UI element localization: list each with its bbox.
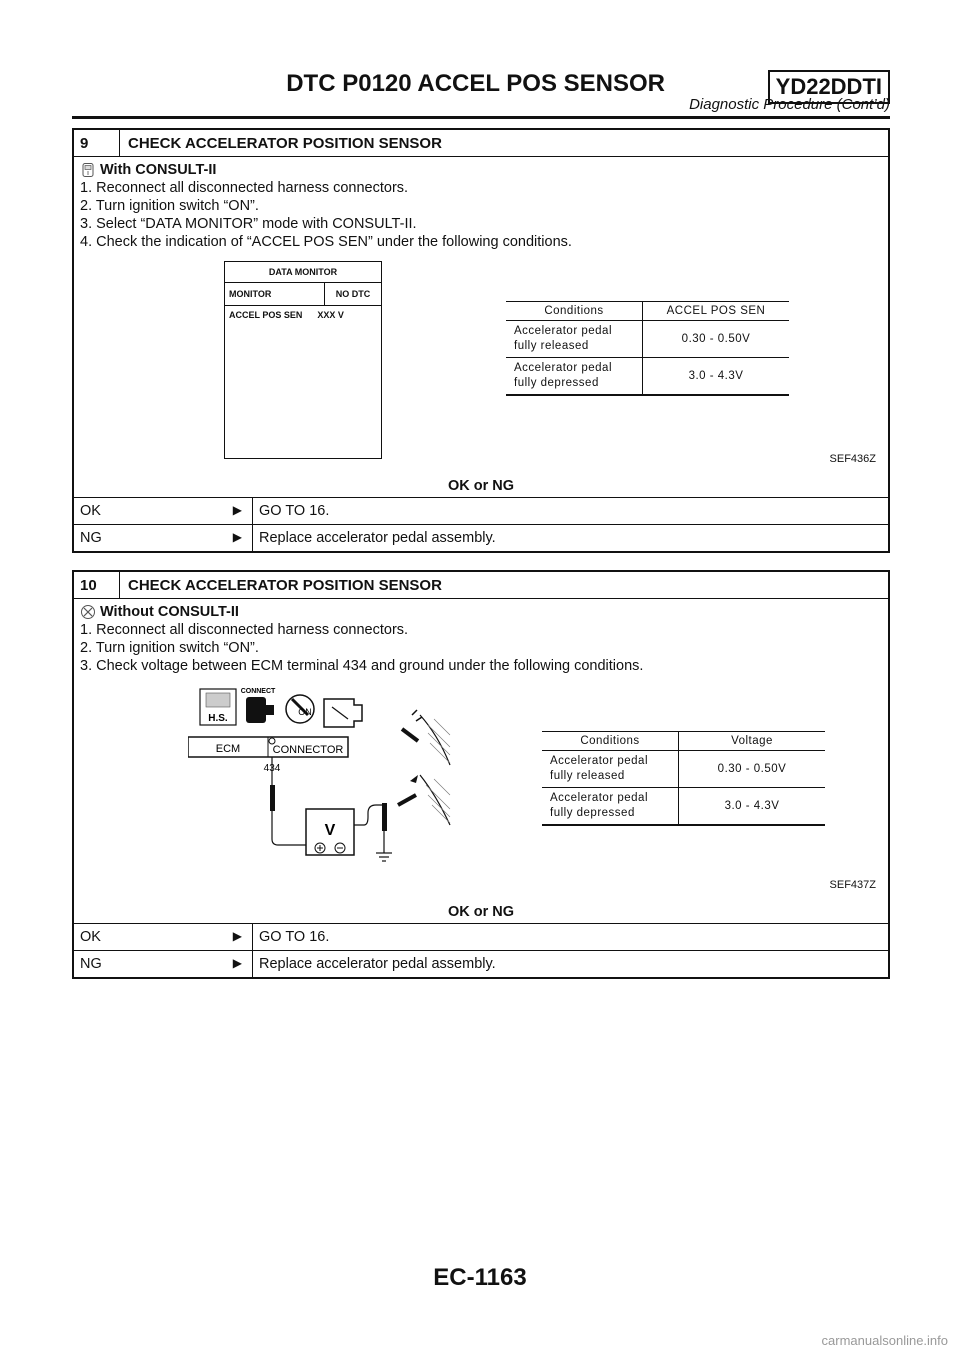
hs-label: H.S.: [208, 713, 228, 724]
on-label: ON: [298, 707, 312, 717]
step-9-mode: [80, 161, 882, 179]
data-monitor-screen: [224, 261, 382, 459]
engine-code-badge: YD22DDTI: [768, 70, 890, 104]
result-action: GO TO 16.: [252, 924, 329, 950]
result-key: OK: [80, 929, 101, 945]
step-9-instruction: 1. Reconnect all disconnected harness connectors.: [80, 180, 409, 196]
ok-or-ng-label: OK or NG: [447, 478, 515, 494]
arrow-right-icon: ▶: [232, 530, 242, 544]
step-10-title: CHECK ACCELERATOR POSITION SENSOR: [128, 576, 442, 594]
voltmeter-icon: [306, 809, 354, 855]
harness-service-icon: [200, 689, 236, 725]
ecm-connector: [188, 737, 348, 774]
meter-label: V: [324, 822, 336, 839]
monitor-header-row: [225, 283, 381, 306]
header-divider: [72, 116, 890, 119]
table-header-conditions: Conditions: [542, 732, 679, 751]
ignition-key-icon: [286, 695, 314, 723]
step-9-instruction: 2. Turn ignition switch “ON”.: [80, 198, 259, 214]
result-key: NG: [80, 530, 102, 546]
connector-label: CONNECTOR: [272, 744, 344, 756]
terminal-label: 434: [263, 763, 281, 774]
table-cell-condition: Accelerator pedal fully depressed: [542, 788, 679, 826]
pedal-released-icon: [402, 710, 450, 765]
step-9-title: CHECK ACCELERATOR POSITION SENSOR: [128, 134, 442, 152]
monitor-item: ACCEL POS SEN XXX V: [229, 310, 344, 320]
ok-or-ng-label: OK or NG: [447, 904, 515, 920]
step-9-number: 9: [74, 130, 120, 156]
figure-id: SEF436Z: [829, 453, 876, 465]
watermark: carmanualsonline.info: [821, 1333, 948, 1348]
ground-icon: [376, 853, 392, 861]
connect-label: CONNECT: [240, 688, 276, 695]
result-row-ok: [74, 497, 888, 524]
monitor-col-right: NO DTC: [335, 289, 371, 299]
pedal-depressed-icon: [398, 775, 450, 825]
figure-id: SEF437Z: [829, 879, 876, 891]
step-10-box: [72, 570, 890, 979]
step-10-instruction: 1. Reconnect all disconnected harness connectors.: [80, 622, 409, 638]
connect-icon: [241, 688, 276, 723]
ecm-label: ECM: [215, 743, 241, 755]
step-10-number: 10: [74, 572, 120, 598]
result-action: Replace accelerator pedal assembly.: [252, 525, 496, 551]
table-row: [542, 788, 825, 826]
monitor-title: DATA MONITOR: [225, 262, 381, 283]
result-row-ok: [74, 923, 888, 950]
step-9-instruction: 3. Select “DATA MONITOR” mode with CONSULT-II.: [80, 216, 417, 232]
arrow-right-icon: ▶: [232, 929, 242, 943]
step-9-instruction: 4. Check the indication of “ACCEL POS SEN” under the following conditions.: [80, 234, 572, 250]
step-10-figure: [80, 675, 882, 901]
engine-icon: [324, 699, 362, 727]
page-title: DTC P0120 ACCEL POS SENSOR: [286, 70, 665, 97]
step-10-instruction: 3. Check voltage between ECM terminal 434 and ground under the following conditions.: [80, 658, 644, 674]
step-9-box: [72, 128, 890, 553]
table-header-conditions: Conditions: [506, 302, 643, 321]
step-10-instruction: 2. Turn ignition switch “ON”.: [80, 640, 259, 656]
step-9-conditions-table: [506, 301, 789, 396]
table-cell-value: 3.0 - 4.3V: [688, 369, 744, 382]
result-row-ng: [74, 524, 888, 551]
step-10-body: [74, 599, 888, 923]
step-9-mode-label: With CONSULT-II: [100, 162, 217, 178]
table-row: [506, 358, 789, 396]
table-cell-condition: Accelerator pedal fully depressed: [506, 358, 643, 396]
table-cell-value: 3.0 - 4.3V: [724, 799, 780, 812]
page-header: [72, 60, 890, 120]
result-key: OK: [80, 503, 101, 519]
result-row-ng: [74, 950, 888, 977]
wiring-diagram: [188, 685, 548, 895]
table-cell-value: 0.30 - 0.50V: [643, 321, 790, 358]
consult-tool-icon: [80, 162, 96, 178]
table-cell-value: 0.30 - 0.50V: [679, 751, 826, 788]
table-cell-condition: Accelerator pedal fully released: [542, 751, 679, 788]
step-10-mode: [80, 603, 882, 621]
arrow-right-icon: ▶: [232, 956, 242, 970]
page-number: EC-1163: [433, 1264, 527, 1291]
step-10-header: [74, 572, 888, 599]
step-9-figure: [80, 251, 882, 475]
step-9-header: [74, 130, 888, 157]
table-header-value: Voltage: [679, 732, 826, 751]
result-action: Replace accelerator pedal assembly.: [252, 951, 496, 977]
table-row: [542, 751, 825, 788]
monitor-col-left: MONITOR: [225, 283, 325, 305]
result-action: GO TO 16.: [252, 498, 329, 524]
table-row: [506, 321, 789, 358]
table-header-value: ACCEL POS SEN: [643, 302, 790, 321]
step-9-body: [74, 157, 888, 497]
step-10-mode-label: Without CONSULT-II: [100, 604, 239, 620]
table-cell-condition: Accelerator pedal fully released: [506, 321, 643, 358]
result-key: NG: [80, 956, 102, 972]
arrow-right-icon: ▶: [232, 503, 242, 517]
step-10-conditions-table: [542, 731, 825, 826]
page-subtitle: Diagnostic Procedure (Cont’d): [689, 96, 890, 113]
no-tools-icon: [80, 604, 96, 620]
